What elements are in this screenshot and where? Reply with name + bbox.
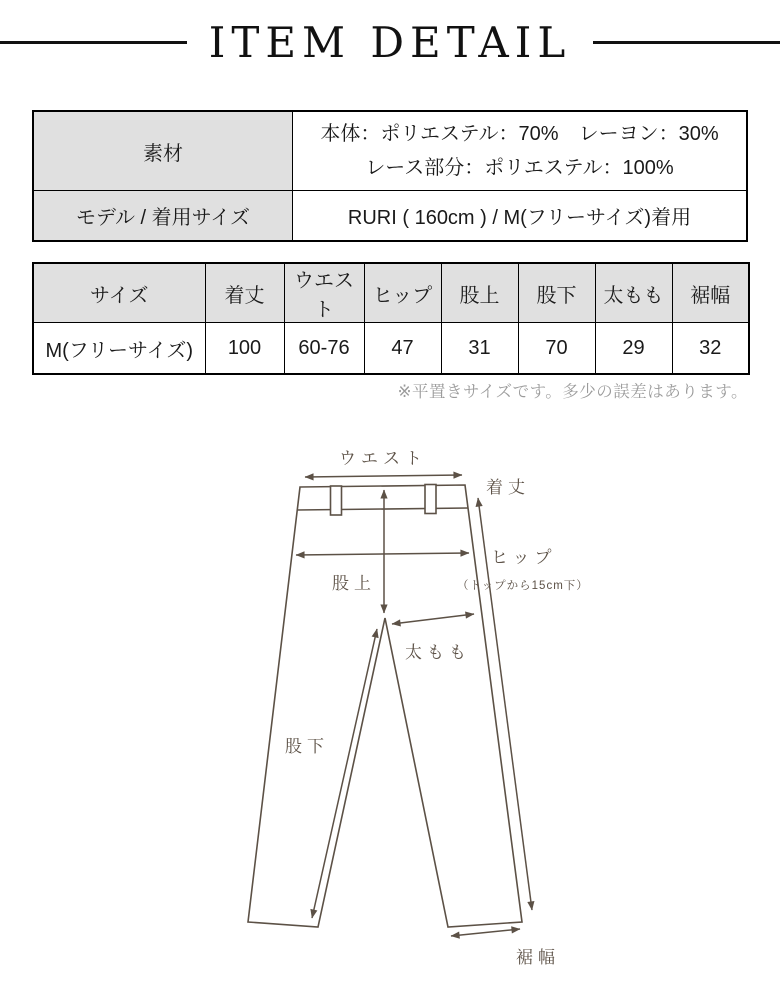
size-table-header-row [33, 263, 749, 323]
waistband-line [297, 508, 468, 510]
size-cell-size: M(フリーサイズ) [33, 323, 205, 375]
pants-measurement-diagram [225, 432, 625, 987]
header-rule-left [0, 41, 187, 44]
size-col-inseam: 股下 [518, 263, 595, 323]
size-col-rise: 股上 [441, 263, 518, 323]
size-cell-waist: 60-76 [284, 323, 364, 375]
waist-label: ウエスト [339, 449, 427, 468]
hem-width-arrow [451, 929, 520, 936]
thigh-label: 太もも [405, 643, 471, 662]
spec-value-model: RURI ( 160cm ) / M(フリーサイズ)着用 [293, 191, 748, 242]
inseam-arrow [312, 629, 377, 918]
spec-row-material [33, 111, 747, 191]
size-table-data-row [33, 323, 749, 375]
pants-outline [248, 485, 522, 927]
size-col-hip: ヒップ [364, 263, 441, 323]
thigh-arrow [392, 614, 474, 624]
hip-sublabel: （トップから15cm下） [457, 580, 589, 592]
spec-row-model [33, 191, 747, 242]
inseam-label: 股下 [285, 737, 329, 756]
spec-value-material [293, 111, 748, 191]
belt-loop-right [425, 485, 436, 514]
hip-label: ヒップ [491, 548, 557, 567]
material-line-1: 本体：ポリエステル：70% レーヨン：30% [320, 123, 719, 145]
length-label: 着丈 [486, 478, 530, 497]
size-col-length: 着丈 [205, 263, 284, 323]
header-rule-right [593, 41, 780, 44]
size-col-size: サイズ [33, 263, 205, 323]
size-cell-hip: 47 [364, 323, 441, 375]
size-note: ※平置きサイズです。多少の誤差はあります。 [397, 383, 748, 401]
hem-width-label: 裾幅 [516, 948, 560, 967]
size-cell-rise: 31 [441, 323, 518, 375]
belt-loop-left [331, 486, 342, 515]
spec-label-model: モデル / 着用サイズ [33, 191, 293, 242]
hip-arrow [296, 553, 469, 555]
material-line-2: レース部分：ポリエステル：100% [365, 157, 674, 179]
size-cell-length: 100 [205, 323, 284, 375]
size-col-hem: 裾幅 [672, 263, 749, 323]
rise-label: 股上 [332, 574, 376, 593]
size-table [32, 262, 750, 375]
section-header [0, 10, 780, 74]
spec-table [32, 110, 748, 242]
size-col-thigh: 太もも [595, 263, 672, 323]
size-cell-thigh: 29 [595, 323, 672, 375]
size-cell-inseam: 70 [518, 323, 595, 375]
size-col-waist: ウエスト [284, 263, 364, 323]
size-cell-hem: 32 [672, 323, 749, 375]
spec-label-material: 素材 [33, 111, 293, 191]
waist-arrow [305, 475, 462, 477]
page-title: ITEM DETAIL [208, 17, 572, 67]
